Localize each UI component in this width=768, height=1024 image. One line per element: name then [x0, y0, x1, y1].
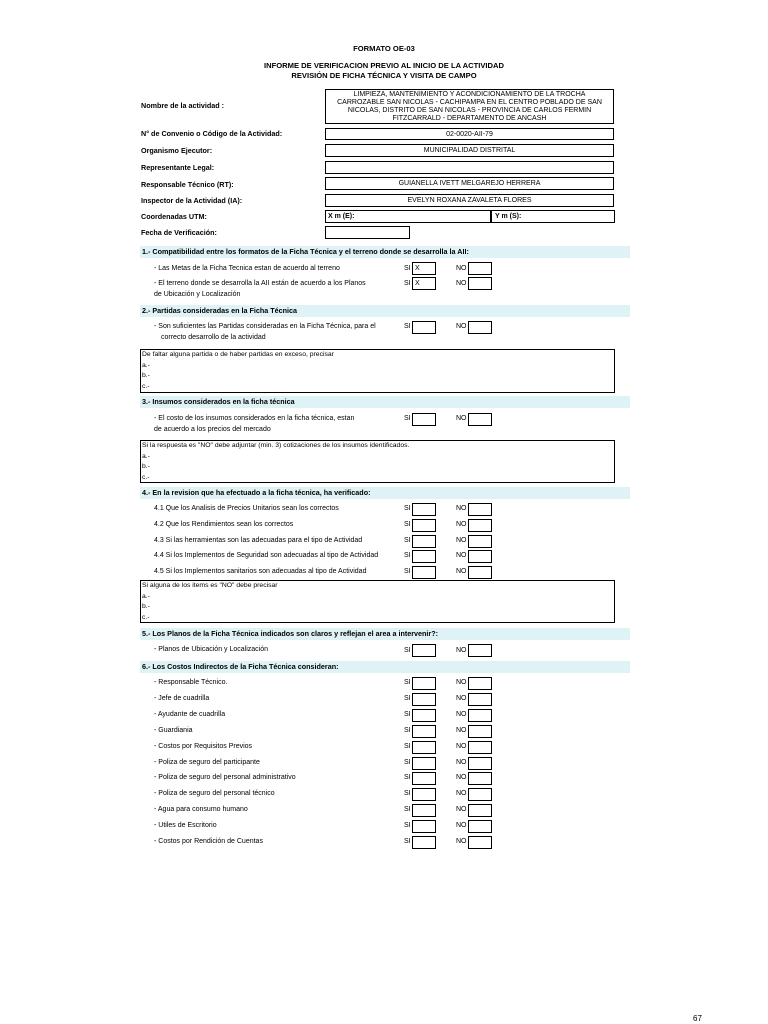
- s6-item-9-yes-box[interactable]: [412, 804, 436, 817]
- s4-item-5-no-label: NO: [456, 568, 467, 576]
- note-line-a: a.-: [142, 452, 150, 460]
- executing-org-field[interactable]: MUNICIPALIDAD DISTRITAL: [325, 144, 614, 157]
- section-6-header: 6.- Los Costos Indirectos de la Ficha Técnica consideran:: [140, 661, 630, 673]
- form-subtitle: REVISIÓN DE FICHA TÉCNICA Y VISITA DE CAMPO: [291, 71, 477, 80]
- s6-item-9-no-label: NO: [456, 806, 467, 814]
- s6-item-9-yes-label: SI: [404, 806, 411, 814]
- s6-item-3-yes-box[interactable]: [412, 709, 436, 722]
- s4-item-5-yes-label: SI: [404, 568, 411, 576]
- section-5-header: 5.- Los Planos de la Ficha Técnica indicados son claros y reflejan el area a intervenir?:: [140, 628, 630, 640]
- section-2-header: 2.- Partidas consideradas en la Ficha Técnica: [140, 305, 630, 317]
- s1-q1-yes-label: SI: [404, 265, 411, 272]
- legal-rep-field[interactable]: [325, 161, 614, 174]
- s6-item-5-no-box[interactable]: [468, 741, 492, 754]
- s6-item-10-label: - Utiles de Escritorio: [154, 822, 217, 830]
- s4-item-1-no-label: NO: [456, 505, 467, 512]
- s6-item-9-no-box[interactable]: [468, 804, 492, 817]
- s6-item-6-yes-box[interactable]: [412, 757, 436, 770]
- s6-item-10-yes-box[interactable]: [412, 820, 436, 833]
- note-line-b: b.-: [142, 372, 150, 379]
- s6-item-8-yes-box[interactable]: [412, 788, 436, 801]
- s1-q1-label: - Las Metas de la Ficha Tecnica estan de acuerdo al terreno: [154, 265, 340, 272]
- s5-q1-no-box[interactable]: [468, 644, 492, 657]
- s2-q1-yes-box[interactable]: [412, 321, 436, 334]
- note-line-c: c.-: [142, 382, 150, 390]
- activity-name-field[interactable]: LIMPIEZA, MANTENIMIENTO Y ACONDICIONAMIENTO DE LA TROCHA CARROZABLE SAN NICOLAS - CACHIPAMPA EN EL CENTRO POBLADO DE SAN NICOLAS, DISTRITO DE SAN NICOLAS - PROVINCIA DE CARLOS FERMIN FITZCARRALD - DEPARTAMENTO DE ANCASH: [325, 89, 614, 124]
- s4-item-3-no-label: NO: [456, 536, 467, 544]
- s6-item-11-no-box[interactable]: [468, 836, 492, 849]
- s1-q2-label-cont: de Ubicación y Localización: [154, 291, 241, 298]
- s6-item-1-no-box[interactable]: [468, 677, 492, 690]
- s4-item-1-label: 4.1 Que los Analisis de Precios Unitarios sean los correctos: [154, 505, 339, 512]
- agreement-code-label: N° de Convenio o Código de la Actividad:: [141, 129, 283, 138]
- s6-item-10-no-box[interactable]: [468, 820, 492, 833]
- s6-item-3-no-box[interactable]: [468, 709, 492, 722]
- s4-item-2-yes-label: SI: [404, 520, 411, 528]
- s6-item-4-yes-label: SI: [404, 726, 411, 734]
- s3-q1-yes-label: SI: [404, 415, 411, 422]
- s6-item-9-label: - Agua para consumo humano: [154, 806, 248, 814]
- utm-y-field[interactable]: Y m (S):: [491, 210, 615, 223]
- s6-item-2-no-label: NO: [456, 694, 467, 702]
- s4-item-2-no-label: NO: [456, 520, 467, 528]
- s4-item-5-label: 4.5 Si los Implementos sanitarios son adecuadas al tipo de Actividad: [154, 568, 367, 576]
- utm-label: Coordenadas UTM:: [141, 212, 207, 221]
- s6-item-4-no-label: NO: [456, 726, 467, 734]
- s6-item-11-yes-label: SI: [404, 838, 411, 845]
- note-line-c: c.-: [142, 473, 150, 481]
- s6-item-6-yes-label: SI: [404, 758, 411, 766]
- s6-item-4-label: - Guardiania: [154, 726, 193, 734]
- s6-item-1-no-label: NO: [456, 679, 467, 686]
- agreement-code-field[interactable]: 02-0020-AII-79: [325, 128, 614, 140]
- s2-q1-yes-label: SI: [404, 323, 411, 330]
- executing-org-label: Organismo Ejecutor:: [141, 146, 213, 155]
- s4-item-4-no-box[interactable]: [468, 550, 492, 563]
- s4-item-5-no-box[interactable]: [468, 566, 492, 579]
- s6-item-6-no-label: NO: [456, 758, 467, 766]
- s1-q2-yes-label: SI: [404, 280, 411, 287]
- s6-item-8-label: - Poliza de seguro del personal técnico: [154, 790, 275, 798]
- s1-q1-yes-box[interactable]: X: [412, 262, 436, 275]
- s5-q1-label: - Planos de Ubicación y Localización: [154, 646, 269, 653]
- s6-item-3-label: - Ayudante de cuadrilla: [154, 710, 226, 718]
- section-3-header: 3.- Insumos considerados en la ficha técnica: [140, 396, 630, 408]
- s3-note-box[interactable]: [140, 440, 615, 483]
- form-code: FORMATO OE-03: [353, 44, 415, 53]
- s4-item-2-no-box[interactable]: [468, 519, 492, 532]
- s4-item-4-label: 4.4 Si los Implementos de Seguridad son adecuadas al tipo de Actividad: [154, 552, 379, 560]
- s2-q1-label-cont: correcto desarrollo de la actividad: [161, 334, 266, 341]
- page-number: 67: [693, 1014, 702, 1023]
- s1-q2-no-box[interactable]: [468, 277, 492, 290]
- s4-item-1-yes-label: SI: [404, 505, 411, 512]
- legal-rep-label: Representante Legal:: [141, 163, 215, 172]
- s2-note-text: De faltar alguna partida o de haber partidas en exceso, precisar: [142, 351, 334, 358]
- s6-item-1-yes-box[interactable]: [412, 677, 436, 690]
- verification-date-label: Fecha de Verificación:: [141, 228, 217, 237]
- s4-item-4-yes-label: SI: [404, 552, 411, 560]
- technical-lead-field[interactable]: GUIANELLA IVETT MELGAREJO HERRERA: [325, 177, 614, 190]
- s2-q1-no-box[interactable]: [468, 321, 492, 334]
- s6-item-4-no-box[interactable]: [468, 725, 492, 738]
- note-line-b: b.-: [142, 463, 150, 470]
- s6-item-5-yes-label: SI: [404, 742, 411, 750]
- s1-q1-no-label: NO: [456, 265, 467, 272]
- s2-q1-no-label: NO: [456, 323, 467, 330]
- s6-item-7-yes-label: SI: [404, 774, 411, 782]
- s6-item-11-yes-box[interactable]: [412, 836, 436, 849]
- s6-item-2-no-box[interactable]: [468, 693, 492, 706]
- s6-item-3-yes-label: SI: [404, 710, 411, 718]
- note-line-a: a.-: [142, 592, 150, 600]
- s6-item-7-no-box[interactable]: [468, 772, 492, 785]
- s6-item-2-yes-box[interactable]: [412, 693, 436, 706]
- s4-item-3-yes-box[interactable]: [412, 535, 436, 548]
- s6-item-10-no-label: NO: [456, 822, 467, 830]
- s2-q1-label: - Son suficientes las Partidas consideradas en la Ficha Técnica, para el: [154, 323, 376, 330]
- utm-x-field[interactable]: X m (E):: [325, 210, 491, 223]
- s1-q2-yes-box[interactable]: X: [412, 277, 436, 290]
- s5-q1-yes-label: SI: [404, 647, 411, 654]
- s6-item-6-no-box[interactable]: [468, 757, 492, 770]
- s6-item-8-no-label: NO: [456, 790, 467, 798]
- s5-q1-yes-box[interactable]: [412, 644, 436, 657]
- s4-item-1-no-box[interactable]: [468, 503, 492, 516]
- technical-lead-label: Responsable Técnico (RT):: [141, 180, 234, 189]
- s6-item-10-yes-label: SI: [404, 822, 411, 830]
- s3-q1-label: - El costo de los insumos considerados en la ficha técnica, estan: [154, 415, 355, 422]
- section-4-header: 4.- En la revision que ha efectuado a la ficha técnica, ha verificado:: [140, 487, 630, 499]
- s6-item-8-yes-label: SI: [404, 790, 411, 798]
- s6-item-11-label: - Costos por Rendición de Cuentas: [154, 838, 263, 845]
- activity-name-label: Nombre de la actividad :: [141, 101, 225, 110]
- s4-item-1-yes-box[interactable]: [412, 503, 436, 516]
- s6-item-4-yes-box[interactable]: [412, 725, 436, 738]
- verification-date-field[interactable]: [325, 226, 410, 239]
- s4-item-3-no-box[interactable]: [468, 535, 492, 548]
- s4-item-2-label: 4.2 Que los Rendimientos sean los correctos: [154, 520, 294, 528]
- inspector-field[interactable]: EVELYN ROXANA ZAVALETA FLORES: [325, 194, 614, 207]
- s1-q2-label: - El terreno donde se desarrolla la AII están de acuerdo a los Planos: [154, 280, 366, 287]
- s6-item-8-no-box[interactable]: [468, 788, 492, 801]
- s1-q2-no-label: NO: [456, 280, 467, 287]
- note-line-a: a.-: [142, 361, 150, 369]
- s4-item-3-label: 4.3 Si las herramientas son las adecuadas para el tipo de Actividad: [154, 536, 363, 544]
- form-title: INFORME DE VERIFICACION PREVIO AL INICIO DE LA ACTIVIDAD: [264, 61, 504, 70]
- s6-item-7-yes-box[interactable]: [412, 772, 436, 785]
- s3-q1-no-box[interactable]: [468, 413, 492, 426]
- section-1-header: 1.- Compatibilidad entre los formatos de la Ficha Técnica y el terreno donde se desarrolla la AII:: [140, 246, 630, 258]
- s5-q1-no-label: NO: [456, 647, 467, 654]
- s3-q1-yes-box[interactable]: [412, 413, 436, 426]
- s6-item-2-yes-label: SI: [404, 694, 411, 702]
- s4-item-4-yes-box[interactable]: [412, 550, 436, 563]
- s6-item-3-no-label: NO: [456, 710, 467, 718]
- s6-item-7-no-label: NO: [456, 774, 467, 782]
- note-line-c: c.-: [142, 613, 150, 621]
- s2-note-box[interactable]: [140, 349, 615, 393]
- s6-item-11-no-label: NO: [456, 838, 467, 845]
- s6-item-5-no-label: NO: [456, 742, 467, 750]
- s4-item-3-yes-label: SI: [404, 536, 411, 544]
- s6-item-7-label: - Poliza de seguro del personal administrativo: [154, 774, 296, 782]
- s3-q1-no-label: NO: [456, 415, 467, 422]
- s3-q1-label-cont: de acuerdo a los precios del mercado: [154, 426, 271, 433]
- s3-note-text: Si la respuesta es "NO" debe adjuntar (min. 3) cotizaciones de los insumos identificados.: [142, 442, 410, 449]
- note-line-b: b.-: [142, 603, 150, 610]
- s4-note-text: Si alguna de los items es "NO" debe precisar: [142, 582, 278, 589]
- s4-note-box[interactable]: [140, 580, 615, 623]
- s6-item-2-label: - Jefe de cuadrilla: [154, 694, 210, 702]
- s6-item-6-label: - Poliza de seguro del participante: [154, 758, 260, 766]
- s6-item-1-label: - Responsable Técnico.: [154, 679, 228, 686]
- s6-item-5-yes-box[interactable]: [412, 741, 436, 754]
- inspector-label: Inspector de la Actividad (IA):: [141, 196, 243, 205]
- s1-q1-no-box[interactable]: [468, 262, 492, 275]
- s6-item-5-label: - Costos por Requisitos Previos: [154, 742, 253, 750]
- s4-item-4-no-label: NO: [456, 552, 467, 560]
- s6-item-1-yes-label: SI: [404, 679, 411, 686]
- s4-item-5-yes-box[interactable]: [412, 566, 436, 579]
- s4-item-2-yes-box[interactable]: [412, 519, 436, 532]
